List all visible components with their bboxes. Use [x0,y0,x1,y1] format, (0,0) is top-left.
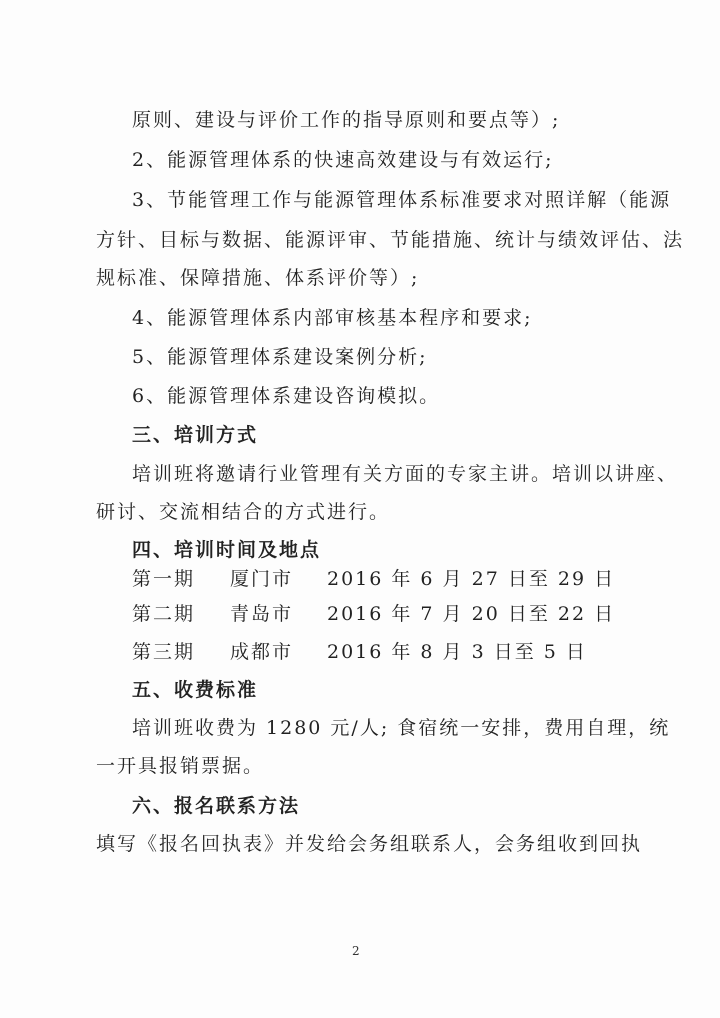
schedule-city-2: 青岛市 [230,603,294,625]
section-4-heading: 四、培训时间及地点 [132,539,322,561]
section-3-line-1: 培训班将邀请行业管理有关方面的专家主讲。培训以讲座、 [132,463,679,485]
section-5-line-2: 一开具报销票据。 [96,755,265,777]
schedule-date-1: 2016 年 6 月 27 日至 29 日 [327,568,616,590]
section-3-line-2: 研讨、交流相结合的方式进行。 [96,501,391,523]
schedule-date-3: 2016 年 8 月 3 日至 5 日 [327,641,587,663]
list-item-2: 2、能源管理体系的快速高效建设与有效运行; [132,149,554,171]
section-5-heading: 五、收费标准 [132,679,259,701]
schedule-date-2: 2016 年 7 月 20 日至 22 日 [327,603,616,625]
list-item-6: 6、能源管理体系建设咨询模拟。 [132,385,441,407]
schedule-period-3: 第三期 [132,641,196,663]
list-item-3-cont-1: 方针、目标与数据、能源评审、节能措施、统计与绩效评估、法 [96,229,685,251]
list-item-4: 4、能源管理体系内部审核基本程序和要求; [132,307,533,329]
section-5-line-1: 培训班收费为 1280 元/人; 食宿统一安排，费用自理，统 [132,717,671,739]
list-item-3-cont-2: 规标准、保障措施、体系评价等）; [96,267,420,289]
list-item-5: 5、能源管理体系建设案例分析; [132,346,428,368]
list-item-3: 3、节能管理工作与能源管理体系标准要求对照详解（能源 [132,189,672,211]
schedule-period-1: 第一期 [132,568,196,590]
section-6-heading: 六、报名联系方法 [132,795,301,817]
page-number: 2 [352,944,360,958]
schedule-city-3: 成都市 [230,641,294,663]
schedule-city-1: 厦门市 [230,568,294,590]
section-3-heading: 三、培训方式 [132,424,259,446]
paragraph-line: 原则、建设与评价工作的指导原则和要点等）; [132,109,561,131]
schedule-period-2: 第二期 [132,603,196,625]
section-6-line-1: 填写《报名回执表》并发给会务组联系人，会务组收到回执 [96,833,643,855]
